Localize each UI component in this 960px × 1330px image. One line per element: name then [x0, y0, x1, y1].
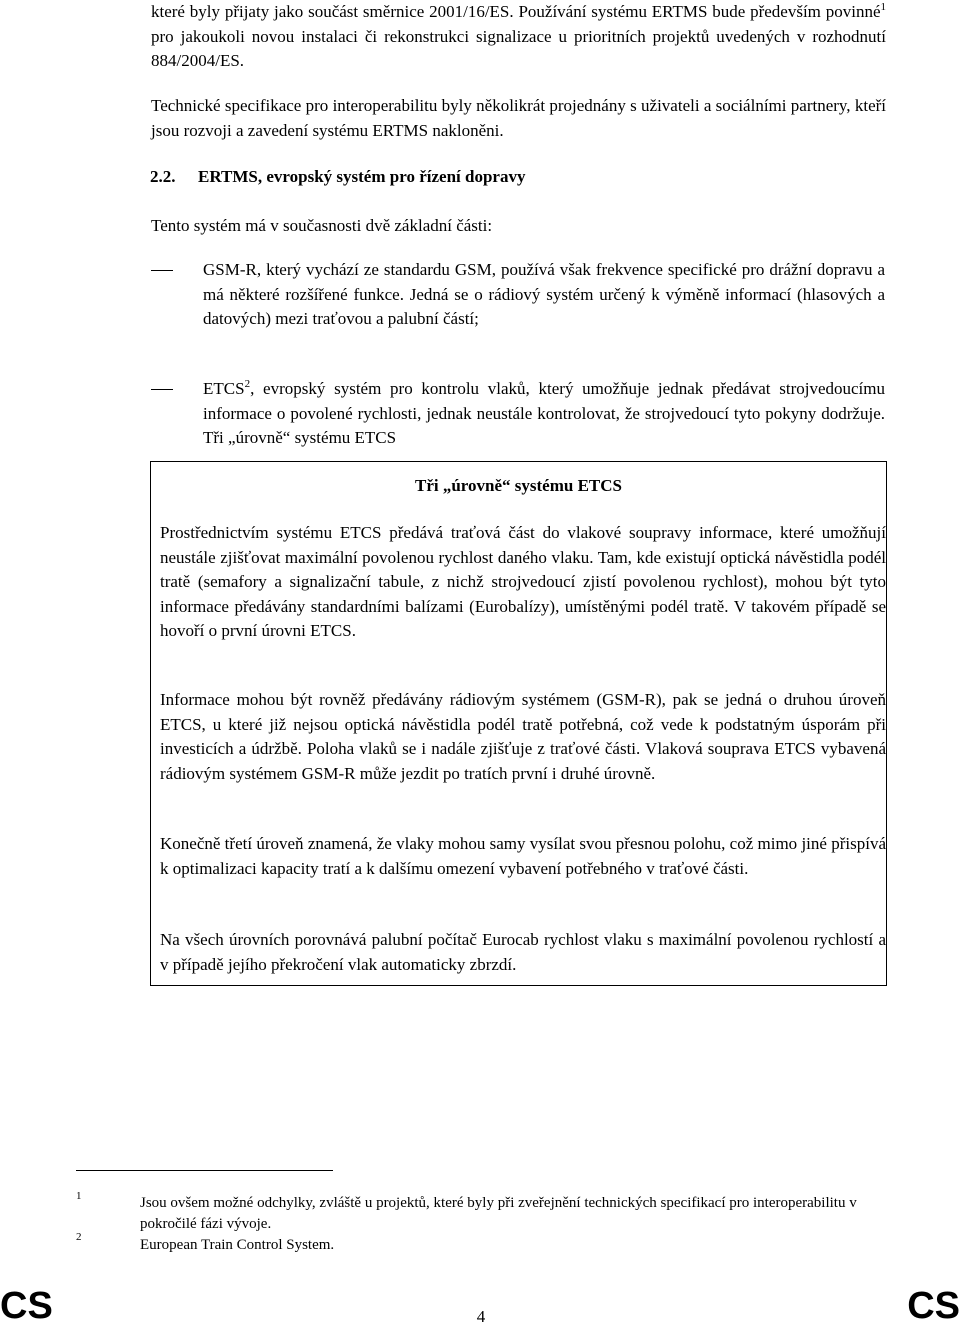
intro-paragraph-1: [151, 0, 886, 74]
footnote-2: European Train Control System.: [140, 1237, 335, 1253]
dash-bullet-icon: [151, 270, 173, 271]
box-paragraph-2: Informace mohou být rovněž předávány rádiovým systémem (GSM-R), pak se jedná o druhou úroveň ETCS, u které již nejsou optická návěstidla podél tratě potřebná, což vede k podstatným úsporám při investicích a údržbě. Poloha vlaků se i nadále zjišťuje z traťové části. Vlaková souprava ETCS vybavená rádiovým systémem GSM-R může jezdit po tratích první i druhé úrovně.: [160, 690, 886, 783]
footnote-ref-2[interactable]: 2: [244, 378, 251, 390]
intro-paragraph-2: Technické specifikace pro interoperabilitu byly několikrát projednány s uživateli a sociálními partnery, kteří jsou rozvoji a zavedení systému ERTMS nakloněni.: [151, 96, 886, 140]
section-title: ERTMS, evropský systém pro řízení dopravy: [198, 167, 526, 186]
page-number: 4: [476, 1307, 486, 1326]
box-paragraph-3: Konečně třetí úroveň znamená, že vlaky mohou samy vysílat svou přesnou polohu, což mimo jiné přispívá k optimalizaci kapacity tratí a k dalšímu omezení vybavení potřebného v traťové části.: [160, 834, 886, 878]
section-number-label: 2.2.: [150, 167, 176, 186]
list-item-etcs: [203, 377, 885, 451]
box-paragraph-1: Prostřednictvím systému ETCS předává traťová část do vlakové soupravy informace, které umožňují neustále zjišťovat maximální povolenou rychlost daného vlaku. Tam, kde existují optická návěstidla podél tratě (semafory a signalizační tabule, z nichž strojvedoucí zjistí povolenou rychlost), mohou být tyto informace předávány standardními balízami (Eurobalízy), umístěnými podél tratě. V takovém případě se hovoří o první úrovni ETCS.: [160, 523, 886, 640]
intro-text-continued: pro jakoukoli novou instalaci či rekonstrukci signalizace u prioritních projektů uvedených v rozhodnutí 884/2004/ES.: [151, 26, 886, 70]
footnote-number: 1: [76, 1190, 82, 1202]
footer-language-code-right: CS: [907, 1285, 960, 1327]
etcs-text-continued: , evropský systém pro kontrolu vlaků, který umožňuje jednak předávat strojvedoucímu informace o povolené rychlosti, jednak neustále kontrolovat, že strojvedoucí tyto pokyny dodržuje. Tři „úrovně“ systému ETCS: [203, 379, 885, 447]
etcs-text: ETCS: [203, 379, 245, 398]
footer-language-code-left: CS: [0, 1285, 53, 1327]
footnote-1: Jsou ovšem možné odchylky, zvláště u projektů, které byly při zveřejnění technických specifikací pro interoperabilitu v pokročilé fázi vývoje.: [140, 1195, 857, 1232]
dash-bullet-icon: [151, 389, 173, 390]
footnote-ref-1[interactable]: 1: [880, 1, 886, 13]
footnote-separator: [76, 1170, 333, 1171]
section-lead: Tento systém má v současnosti dvě základní části:: [151, 216, 493, 235]
footnote-number: 2: [76, 1231, 82, 1243]
list-item-gsmr: GSM-R, který vychází ze standardu GSM, používá však frekvence specifické pro drážní dopravu a má některé rozšířené funkce. Jedná se o rádiový systém určený k výměně informací (hlasových a datových) mezi traťovou a palubní částí;: [203, 260, 885, 328]
box-title: Tři „úrovně“ systému ETCS: [414, 476, 622, 495]
box-paragraph-4: Na všech úrovních porovnává palubní počítač Eurocab rychlost vlaku s maximální povolenou rychlostí a v případě jejího překročení vlak automaticky zbrzdí.: [160, 930, 886, 974]
intro-text: které byly přijaty jako součást směrnice 2001/16/ES. Používání systému ERTMS bude především povinné: [151, 2, 881, 21]
etcs-levels-box: [150, 461, 887, 986]
